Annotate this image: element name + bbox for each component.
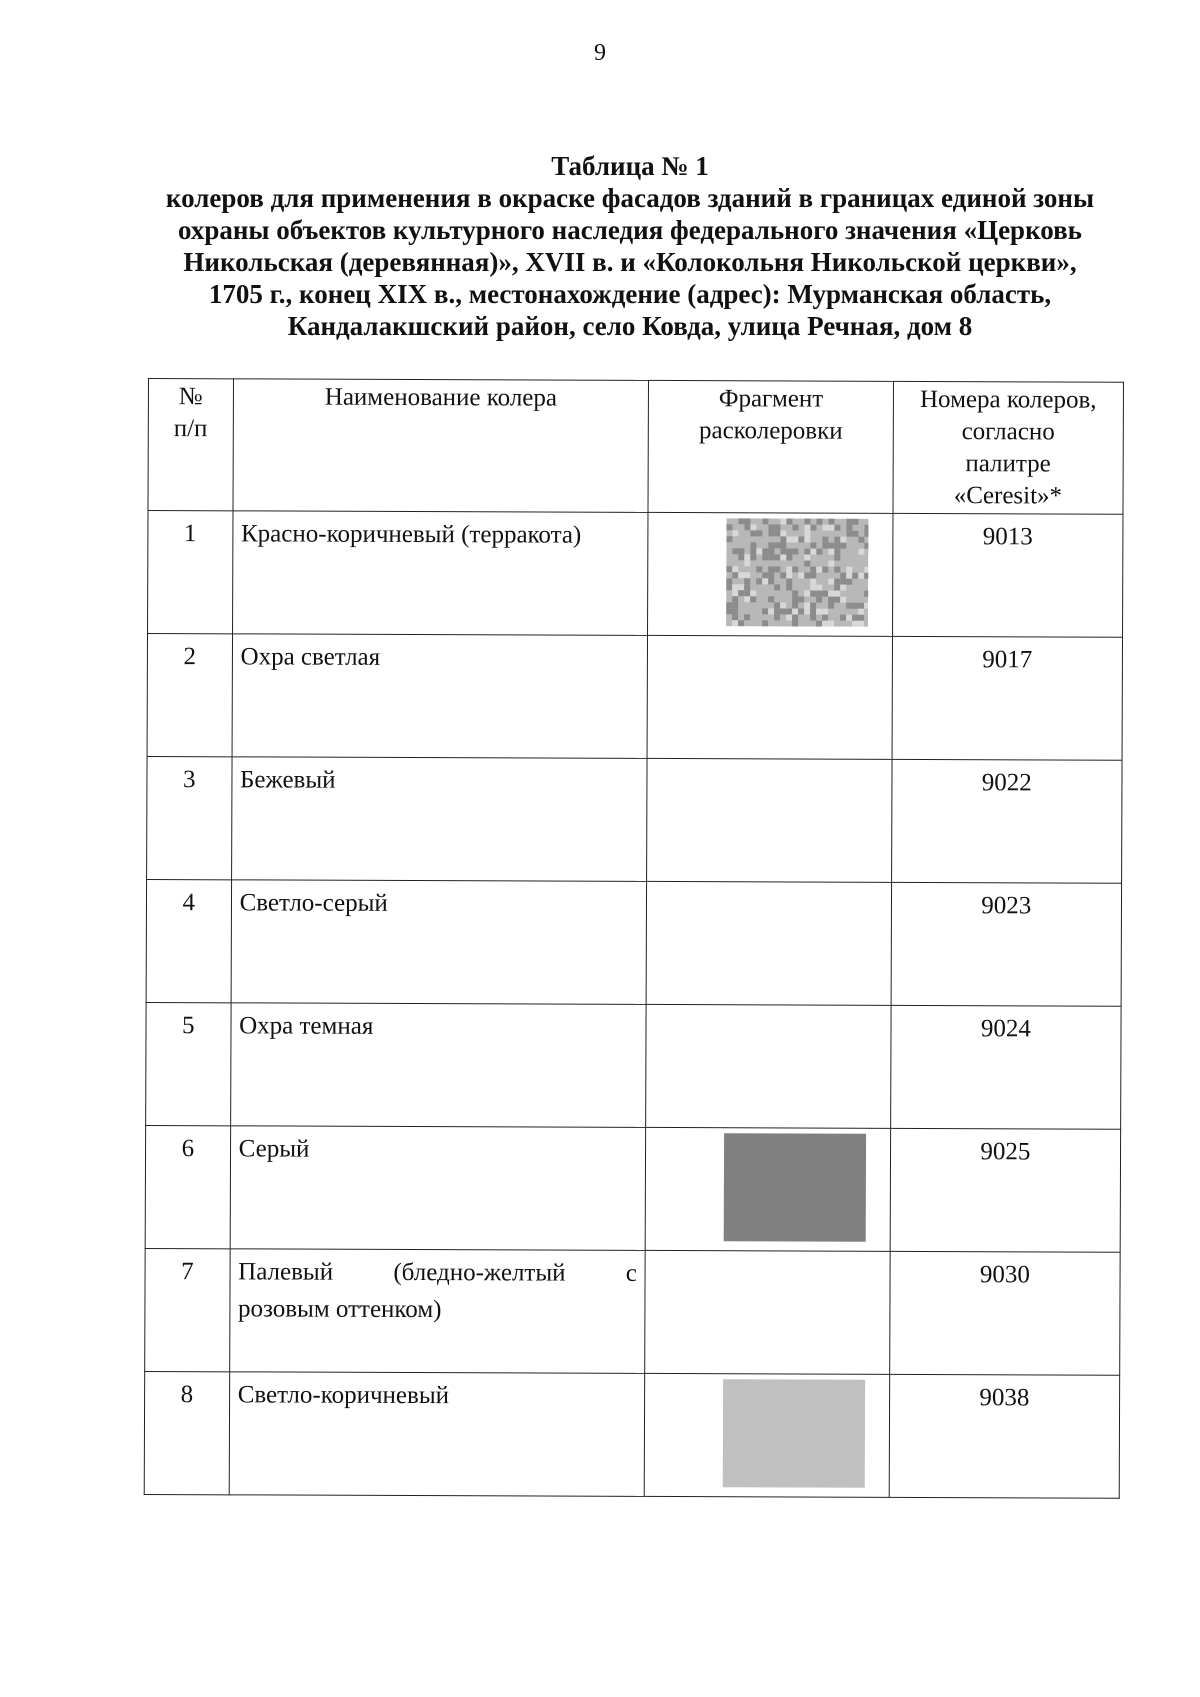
title-line: Кандалакшский район, село Ковда, улица Речная, дом 8: [287, 311, 973, 341]
row-number-cell: [147, 756, 232, 879]
header-color-code: [893, 381, 1124, 514]
row-number: 3: [182, 766, 196, 794]
color-name: Бежевый: [240, 766, 336, 794]
swatch-pixel: [841, 573, 847, 579]
color-name-cell: [230, 1126, 646, 1251]
swatch-pixel: [745, 524, 751, 530]
swatch-pixel: [811, 543, 817, 549]
swatch-pixel: [829, 549, 835, 555]
swatch-pixel: [739, 584, 745, 590]
swatch-pixel: [835, 585, 841, 591]
swatch-pixel: [774, 614, 780, 620]
row-number-cell: [144, 1371, 229, 1494]
swatch-pixel: [787, 572, 793, 578]
swatch-pixel: [781, 572, 787, 578]
swatch-pixel: [840, 615, 846, 621]
row-number: 7: [181, 1258, 194, 1286]
swatch-pixel: [823, 537, 829, 543]
swatch-pixel: [853, 519, 859, 525]
color-code-cell: [891, 882, 1122, 1006]
color-name-word: с: [625, 1259, 637, 1287]
swatch-pixel: [733, 530, 739, 536]
fragment-cell: [646, 881, 891, 1005]
color-code-cell: [892, 636, 1123, 760]
color-code-cell: [890, 1128, 1121, 1252]
swatch-pixel: [733, 572, 739, 578]
swatch-pixel: [859, 573, 865, 579]
swatch-pixel: [805, 531, 811, 537]
swatch-pixel: [763, 548, 769, 554]
header-number-line: №: [178, 383, 203, 411]
color-name-cell: [231, 880, 647, 1005]
swatch-pixel: [853, 531, 859, 537]
swatch-pixel: [816, 621, 822, 627]
color-code: 9022: [981, 769, 1032, 797]
swatch-pixel: [799, 572, 805, 578]
swatch-pixel: [739, 572, 745, 578]
swatch-pixel: [763, 572, 769, 578]
table-title: [130, 150, 1130, 342]
swatch-pixel: [751, 596, 757, 602]
title-line: колеров для применения в окраске фасадов зданий в границах единой зоны: [165, 183, 1095, 213]
swatch-pixel: [865, 567, 869, 573]
swatch-pixel: [781, 542, 787, 548]
swatch-pixel: [793, 590, 799, 596]
swatch-pixel: [810, 603, 816, 609]
swatch-pixel: [823, 525, 829, 531]
swatch-pixel: [732, 614, 738, 620]
fragment-cell: [645, 1373, 890, 1497]
swatch-pixel: [733, 584, 739, 590]
swatch-pixel: [865, 573, 869, 579]
color-swatch: [724, 1133, 866, 1242]
swatch-pixel: [865, 543, 869, 549]
color-swatch: [723, 1379, 865, 1488]
fragment-cell: [646, 1127, 891, 1251]
swatch-pixel: [727, 566, 733, 572]
color-code-cell: [889, 1251, 1120, 1375]
color-swatch: [726, 518, 868, 627]
swatch-pixel: [846, 615, 852, 621]
header-fragment-line: Фрагмент: [718, 385, 824, 413]
swatch-pixel: [804, 603, 810, 609]
fragment-cell: [648, 512, 893, 636]
swatch-pixel: [739, 554, 745, 560]
swatch-pixel: [787, 566, 793, 572]
swatch-pixel: [859, 537, 865, 543]
header-code-line: согласно: [961, 418, 1055, 446]
swatch-pixel: [822, 621, 828, 627]
swatch-pixel: [757, 530, 763, 536]
color-name: Красно-коричневый (терракота): [240, 520, 582, 549]
swatch-pixel: [775, 566, 781, 572]
swatch-pixel: [787, 518, 793, 524]
swatch-pixel: [727, 524, 733, 530]
header-color-name-text: Наименование колера: [324, 383, 558, 412]
swatch-pixel: [847, 567, 853, 573]
swatch-pixel: [847, 519, 853, 525]
swatch-pixel: [751, 542, 757, 548]
swatch-pixel: [726, 608, 732, 614]
title-line: 1705 г., конец XIX в., местонахождение (адрес): Мурманская область,: [208, 279, 1052, 309]
swatch-pixel: [793, 548, 799, 554]
swatch-pixel: [762, 608, 768, 614]
header-color-name: [233, 379, 649, 513]
swatch-pixel: [865, 525, 869, 531]
swatch-pixel: [757, 566, 763, 572]
swatch-pixel: [828, 603, 834, 609]
swatch-pixel: [835, 537, 841, 543]
page-number: 9: [594, 40, 606, 66]
swatch-pixel: [841, 543, 847, 549]
swatch-pixel: [846, 603, 852, 609]
swatch-pixel: [841, 579, 847, 585]
color-code: 9024: [980, 1015, 1031, 1043]
swatch-pixel: [798, 608, 804, 614]
swatch-pixel: [847, 531, 853, 537]
swatch-pixel: [835, 525, 841, 531]
swatch-pixel: [751, 590, 757, 596]
row-number-cell: [146, 879, 231, 1002]
color-name-word: (бледно-желтый: [393, 1258, 566, 1287]
swatch-pixel: [793, 566, 799, 572]
table-row: [147, 756, 1122, 883]
swatch-pixel: [733, 590, 739, 596]
swatch-pixel: [775, 584, 781, 590]
color-name-line: [238, 1253, 637, 1292]
swatch-pixel: [781, 536, 787, 542]
swatch-pixel: [811, 585, 817, 591]
swatch-pixel: [816, 609, 822, 615]
swatch-pixel: [780, 602, 786, 608]
header-code-line: Номера колеров,: [919, 385, 1097, 414]
swatch-pixel: [823, 543, 829, 549]
swatch-pixel: [769, 554, 775, 560]
row-number: 6: [181, 1135, 195, 1163]
swatch-pixel: [847, 573, 853, 579]
swatch-pixel: [745, 560, 751, 566]
swatch-pixel: [828, 621, 834, 627]
swatch-pixel: [745, 578, 751, 584]
swatch-pixel: [817, 567, 823, 573]
swatch-pixel: [817, 597, 823, 603]
swatch-pixel: [787, 548, 793, 554]
swatch-pixel: [786, 614, 792, 620]
swatch-pixel: [835, 543, 841, 549]
row-number: 2: [183, 643, 197, 671]
swatch-pixel: [769, 578, 775, 584]
swatch-pixel: [745, 590, 751, 596]
color-code: 9038: [979, 1384, 1030, 1412]
swatch-pixel: [787, 584, 793, 590]
swatch-pixel: [811, 525, 817, 531]
color-name: Светло-коричневый: [237, 1381, 450, 1410]
color-name-cell: [232, 511, 648, 636]
color-code: 9017: [982, 646, 1033, 674]
swatch-pixel: [805, 519, 811, 525]
swatch-pixel: [805, 561, 811, 567]
color-name-word: Палевый: [238, 1258, 334, 1286]
color-name-cell: [229, 1372, 645, 1497]
swatch-pixel: [769, 572, 775, 578]
swatch-pixel: [757, 548, 763, 554]
swatch-pixel: [727, 578, 733, 584]
swatch-pixel: [744, 614, 750, 620]
table-row: [146, 879, 1121, 1006]
header-fragment: [648, 380, 893, 513]
swatch-pixel: [853, 573, 859, 579]
swatch-pixel: [852, 615, 858, 621]
swatch-pixel: [858, 609, 864, 615]
title-line: Таблица № 1: [551, 151, 709, 181]
swatch-pixel: [835, 591, 841, 597]
swatch-pixel: [751, 554, 757, 560]
swatch-pixel: [829, 579, 835, 585]
swatch-pixel: [811, 591, 817, 597]
title-line: охраны объектов культурного наследия федерального значения «Церковь: [178, 215, 1082, 245]
color-code-cell: [891, 759, 1122, 883]
fragment-cell: [645, 1250, 890, 1374]
swatch-pixel: [763, 578, 769, 584]
table-row: [145, 1248, 1120, 1375]
swatch-pixel: [745, 572, 751, 578]
swatch-pixel: [811, 573, 817, 579]
color-code: 9023: [981, 892, 1032, 920]
swatch-pixel: [780, 608, 786, 614]
header-number: [148, 379, 233, 511]
swatch-pixel: [822, 615, 828, 621]
swatch-pixel: [858, 615, 864, 621]
swatch-pixel: [817, 585, 823, 591]
swatch-pixel: [829, 525, 835, 531]
swatch-pixel: [775, 530, 781, 536]
swatch-pixel: [841, 597, 847, 603]
swatch-pixel: [762, 620, 768, 626]
swatch-pixel: [858, 621, 864, 627]
row-number-cell: [147, 634, 232, 757]
swatch-pixel: [810, 615, 816, 621]
table-row: [145, 1125, 1120, 1252]
swatch-pixel: [781, 548, 787, 554]
swatch-pixel: [745, 554, 751, 560]
table-row: [147, 634, 1122, 761]
swatch-pixel: [787, 536, 793, 542]
swatch-pixel: [865, 531, 869, 537]
swatch-pixel: [805, 591, 811, 597]
row-number: 8: [180, 1381, 194, 1409]
swatch-pixel: [793, 536, 799, 542]
color-code: 9013: [982, 523, 1033, 551]
swatch-pixel: [792, 620, 798, 626]
swatch-pixel: [858, 603, 864, 609]
swatch-pixel: [775, 554, 781, 560]
header-number-line: п/п: [173, 415, 208, 443]
swatch-pixel: [745, 596, 751, 602]
swatch-pixel: [847, 525, 853, 531]
swatch-pixel: [727, 584, 733, 590]
checker-swatch-image: [726, 518, 868, 627]
swatch-pixel: [732, 602, 738, 608]
swatch-pixel: [835, 597, 841, 603]
swatch-pixel: [852, 621, 858, 627]
swatch-pixel: [793, 524, 799, 530]
swatch-pixel: [817, 591, 823, 597]
swatch-pixel: [823, 567, 829, 573]
row-number-cell: [148, 511, 233, 634]
swatch-pixel: [769, 596, 775, 602]
swatch-pixel: [751, 530, 757, 536]
swatch-pixel: [835, 567, 841, 573]
swatch-pixel: [835, 555, 841, 561]
swatch-pixel: [769, 542, 775, 548]
color-code: 9025: [980, 1138, 1031, 1166]
swatch-pixel: [811, 549, 817, 555]
swatch-pixel: [822, 609, 828, 615]
swatch-pixel: [739, 548, 745, 554]
swatch-pixel: [738, 620, 744, 626]
swatch-pixel: [733, 548, 739, 554]
color-code: 9030: [979, 1261, 1030, 1289]
swatch-pixel: [805, 537, 811, 543]
header-fragment-line: расколеровки: [698, 417, 843, 445]
swatch-pixel: [745, 518, 751, 524]
swatch-pixel: [841, 585, 847, 591]
swatch-pixel: [865, 591, 869, 597]
swatch-pixel: [775, 542, 781, 548]
swatch-pixel: [732, 608, 738, 614]
swatch-pixel: [733, 566, 739, 572]
swatch-pixel: [769, 530, 775, 536]
color-name: Серый: [238, 1135, 310, 1163]
header-code-line: «Ceresit»*: [953, 482, 1063, 510]
swatch-pixel: [787, 578, 793, 584]
swatch-pixel: [805, 555, 811, 561]
swatch-pixel: [726, 602, 732, 608]
row-number-cell: [145, 1248, 230, 1371]
table-row: [148, 511, 1123, 638]
color-name-cell: [232, 634, 648, 759]
swatch-pixel: [774, 602, 780, 608]
table-header-row: [148, 379, 1123, 515]
color-code-cell: [889, 1374, 1120, 1498]
row-number-cell: [145, 1125, 230, 1248]
swatch-pixel: [751, 524, 757, 530]
title-line: Никольская (деревянная)», XVII в. и «Колокольня Никольской церкви»,: [183, 247, 1077, 277]
color-table: [144, 378, 1124, 1499]
swatch-pixel: [792, 614, 798, 620]
color-name-line: розовым оттенком): [237, 1295, 442, 1324]
swatch-pixel: [739, 590, 745, 596]
swatch-pixel: [804, 609, 810, 615]
fragment-cell: [646, 1004, 891, 1128]
color-name-cell: [231, 757, 647, 882]
swatch-pixel: [732, 620, 738, 626]
swatch-pixel: [781, 554, 787, 560]
swatch-pixel: [769, 566, 775, 572]
table-row: [146, 1002, 1121, 1129]
swatch-pixel: [805, 573, 811, 579]
swatch-pixel: [829, 519, 835, 525]
swatch-pixel: [739, 518, 745, 524]
color-name-cell: [229, 1249, 645, 1374]
row-number: 5: [182, 1012, 195, 1040]
swatch-pixel: [799, 596, 805, 602]
swatch-pixel: [751, 548, 757, 554]
swatch-pixel: [852, 603, 858, 609]
swatch-pixel: [811, 567, 817, 573]
color-code-cell: [890, 1005, 1121, 1129]
swatch-pixel: [787, 554, 793, 560]
swatch-pixel: [799, 536, 805, 542]
swatch-pixel: [805, 525, 811, 531]
swatch-pixel: [781, 530, 787, 536]
color-name: Охра светлая: [240, 643, 381, 671]
swatch-pixel: [769, 548, 775, 554]
swatch-pixel: [811, 579, 817, 585]
swatch-pixel: [841, 537, 847, 543]
swatch-pixel: [835, 549, 841, 555]
color-name: Светло-серый: [239, 889, 388, 917]
swatch-pixel: [829, 543, 835, 549]
color-name-cell: [230, 1003, 646, 1128]
swatch-pixel: [864, 603, 868, 609]
swatch-pixel: [763, 518, 769, 524]
swatch-pixel: [805, 549, 811, 555]
swatch-pixel: [774, 608, 780, 614]
color-code-cell: [892, 513, 1123, 637]
fragment-cell: [647, 758, 892, 882]
swatch-pixel: [727, 536, 733, 542]
swatch-pixel: [817, 519, 823, 525]
swatch-pixel: [829, 591, 835, 597]
swatch-pixel: [817, 549, 823, 555]
table-row: [144, 1371, 1119, 1498]
swatch-pixel: [786, 608, 792, 614]
swatch-pixel: [745, 584, 751, 590]
swatch-pixel: [847, 579, 853, 585]
swatch-pixel: [792, 602, 798, 608]
swatch-pixel: [829, 597, 835, 603]
swatch-pixel: [792, 608, 798, 614]
row-number: 1: [183, 520, 197, 548]
swatch-pixel: [768, 608, 774, 614]
swatch-pixel: [763, 554, 769, 560]
swatch-pixel: [859, 549, 865, 555]
fragment-cell: [647, 635, 892, 759]
swatch-pixel: [769, 524, 775, 530]
row-number-cell: [146, 1002, 231, 1125]
header-code-line: палитре: [965, 450, 1051, 478]
swatch-pixel: [775, 524, 781, 530]
row-number: 4: [182, 889, 196, 917]
swatch-pixel: [829, 561, 835, 567]
swatch-pixel: [835, 579, 841, 585]
swatch-pixel: [810, 609, 816, 615]
swatch-pixel: [781, 518, 787, 524]
swatch-pixel: [823, 591, 829, 597]
swatch-pixel: [793, 596, 799, 602]
swatch-pixel: [757, 578, 763, 584]
swatch-pixel: [733, 596, 739, 602]
color-name: Охра темная: [239, 1012, 374, 1040]
